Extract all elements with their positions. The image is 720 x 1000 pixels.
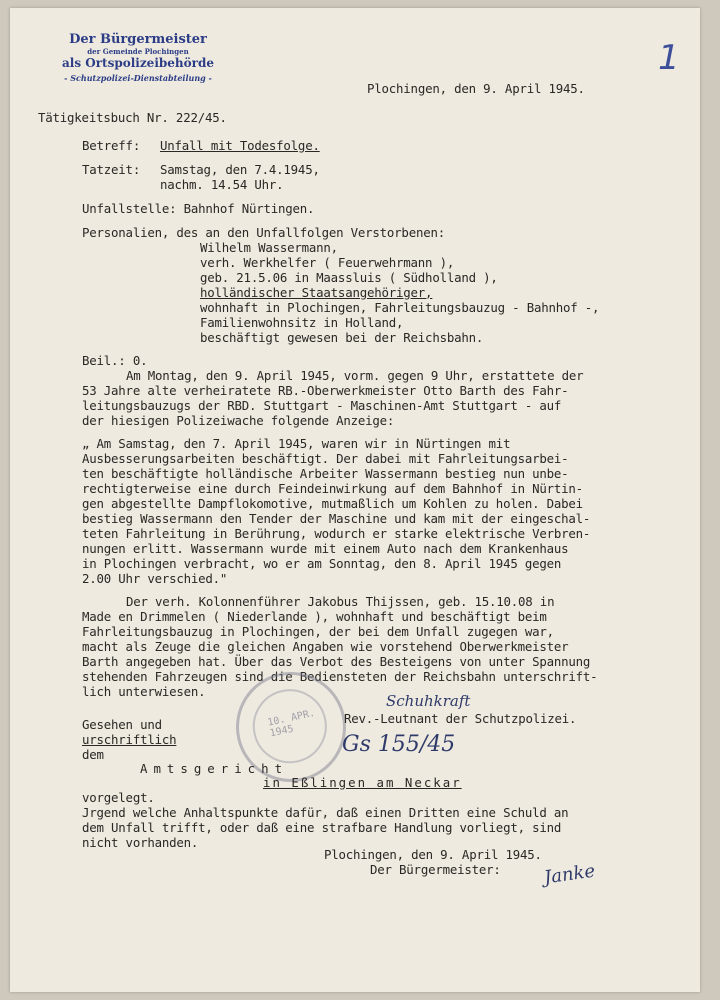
personal-line: geb. 21.5.06 in Maassluis ( Südholland ), [200,270,498,285]
para2-line: Fahrleitungsbauzug in Plochingen, der bei dem Unfall zugegen war, [82,624,554,639]
place-date: Plochingen, den 9. April 1945. [367,81,585,96]
closing-line: dem Unfall trifft, oder daß eine strafbare Handlung vorliegt, sind [82,820,562,835]
quote-line: bestieg Wassermann den Tender der Maschine und kam mit der eingeschal- [82,511,591,526]
stamp-line-1: Der Bürgermeister [69,32,207,47]
personal-line: holländischer Staatsangehöriger, [200,285,433,300]
mayor-signature: Janke [542,860,597,889]
register-number: Tätigkeitsbuch Nr. 222/45. [38,110,227,125]
stamp-line-2: der Gemeinde Plochingen [87,47,189,56]
quote-line: rechtigterweise eine durch Feindeinwirkung auf dem Bahnhof in Nürtin- [82,481,583,496]
officer-signature: Schuhkraft [386,692,471,710]
para2-line: Made en Drimmelen ( Niederlande ), wohnhaft und beschäftigt beim [82,609,547,624]
closing-line: nicht vorhanden. [82,835,199,850]
place-date-2: Plochingen, den 9. April 1945. [324,847,542,862]
personal-intro: Personalien, des an den Unfallfolgen Verstorbenen: [82,225,445,240]
accident-location: Unfallstelle: Bahnhof Nürtingen. [82,201,315,216]
para2-line: Barth angegeben hat. Über das Verbot des Besteigens von unter Spannung [82,654,591,669]
document-page [10,8,700,992]
para1-line: 53 Jahre alte verheiratete RB.-Oberwerkmeister Otto Barth des Fahr- [82,383,569,398]
quote-line: ten beschäftigte holländische Arbeiter Wassermann bestieg nun unbe- [82,466,569,481]
personal-line: Familienwohnsitz in Holland, [200,315,404,330]
time-line-2: nachm. 14.54 Uhr. [160,177,284,192]
para1-line: der hiesigen Polizeiwache folgende Anzeige: [82,413,395,428]
presented: vorgelegt. [82,790,155,805]
para1-line: leitungsbauzugs der RBD. Stuttgart - Maschinen-Amt Stuttgart - auf [82,398,562,413]
officer-title: Rev.-Leutnant der Schutzpolizei. [344,711,577,726]
page-number: 1 [658,38,680,78]
quote-line: teten Fahrleitung in Berührung, wodurch er starke elektrische Verbren- [82,526,591,541]
subject: Unfall mit Todesfolge. [160,138,320,153]
subject-label: Betreff: [82,138,141,153]
stamp-line-3: als Ortspolizeibehörde [62,56,214,70]
court-reference-handwritten: Gs 155/45 [342,732,456,757]
personal-line: verh. Werkhelfer ( Feuerwehrmann ), [200,255,455,270]
para2-line: stehenden Fahrzeugen sind die Bediensteten der Reichsbahn unterschrift- [82,669,598,684]
closing-line: Jrgend welche Anhaltspunkte dafür, daß einen Dritten eine Schuld an [82,805,569,820]
authority-stamp [52,32,224,86]
stamp-line-4: - Schutzpolizei-Dienstabteilung - [64,73,212,83]
quote-line: gen abgestellte Dampflokomotive, mutmaßlich um Kohlen zu holen. Dabei [82,496,583,511]
personal-line: Wilhelm Wassermann, [200,240,338,255]
quote-line: 2.00 Uhr verschied." [82,571,228,586]
court-line-1: Amtsgericht [140,761,289,776]
stamp-date: 10. APR. 1945 [266,707,316,740]
seen-line: dem [82,747,104,762]
quote-line: Ausbesserungsarbeiten beschäftigt. Der dabei mit Fahrleitungsarbei- [82,451,569,466]
quote-line: „ Am Samstag, den 7. April 1945, waren wir in Nürtingen mit [82,436,511,451]
seen-line: Gesehen und [82,717,162,732]
quote-line: in Plochingen verbracht, wo er am Sonntag, den 8. April 1945 gegen [82,556,562,571]
para1-line: Am Montag, den 9. April 1945, vorm. gegen 9 Uhr, erstattete der [126,368,584,383]
time-label: Tatzeit: [82,162,141,177]
para2-line: lich unterwiesen. [82,684,206,699]
time-line-1: Samstag, den 7.4.1945, [160,162,320,177]
personal-line: wohnhaft in Plochingen, Fahrleitungsbauzug - Bahnhof -, [200,300,600,315]
quote-line: nungen erlitt. Wassermann wurde mit einem Auto nach dem Krankenhaus [82,541,569,556]
court-line-2: in Eßlingen am Neckar [263,775,462,790]
seen-line: urschriftlich [82,732,177,747]
para2-line: Der verh. Kolonnenführer Jakobus Thijssen, geb. 15.10.08 in [126,594,555,609]
enclosures: Beil.: 0. [82,353,148,368]
para2-line: macht als Zeuge die gleichen Angaben wie vorstehend Oberwerkmeister [82,639,569,654]
mayor-title: Der Bürgermeister: [370,862,501,877]
personal-line: beschäftigt gewesen bei der Reichsbahn. [200,330,484,345]
